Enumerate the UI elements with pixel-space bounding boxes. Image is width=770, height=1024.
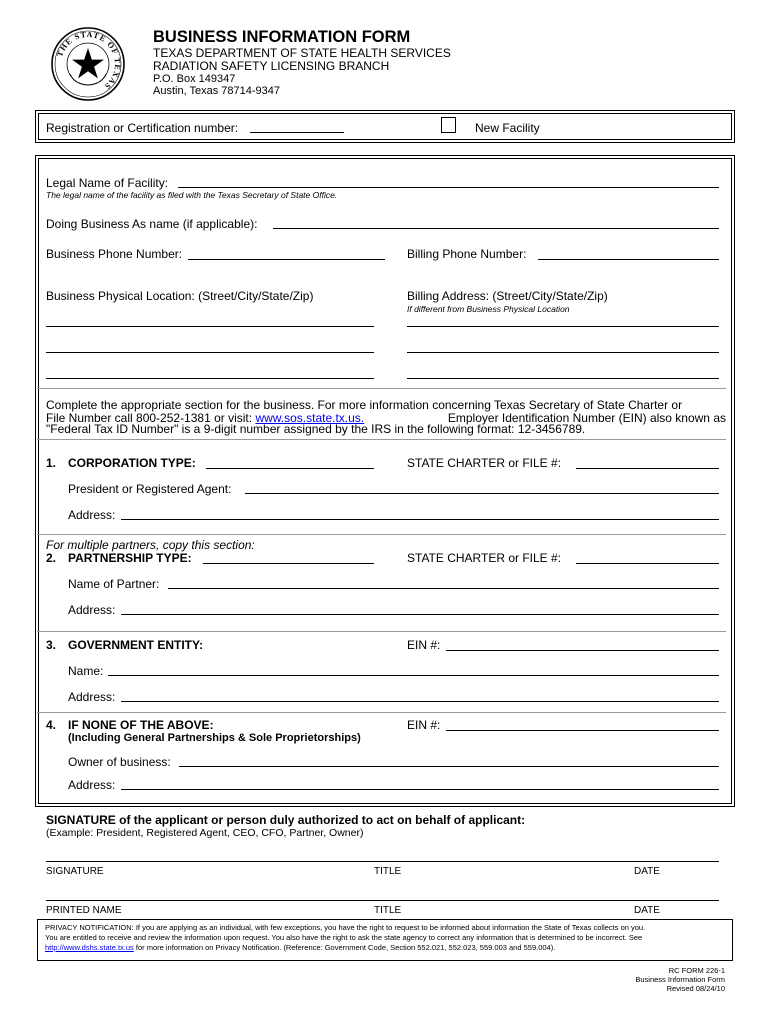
section-2-note: For multiple partners, copy this section:	[46, 538, 255, 552]
section-1-address-label: Address:	[68, 508, 116, 522]
texas-state-seal	[50, 26, 126, 102]
partnership-type-field[interactable]	[203, 563, 374, 564]
billing-phone-label: Billing Phone Number:	[407, 247, 527, 261]
sos-website-link[interactable]: www.sos.state.tx.us.	[255, 411, 365, 425]
section-3-address-label: Address:	[68, 690, 116, 704]
section-3-name-field[interactable]	[108, 675, 719, 676]
registered-agent-label: President or Registered Agent:	[68, 482, 232, 496]
physical-location-line-3[interactable]	[46, 378, 374, 379]
divider	[37, 712, 726, 713]
revised-date: Revised 08/24/10	[666, 984, 725, 993]
divider	[37, 439, 726, 440]
form-name: Business Information Form	[635, 975, 725, 984]
registration-number-field[interactable]	[250, 132, 344, 133]
section-3-ein-label: EIN #:	[407, 638, 441, 652]
signature-heading: SIGNATURE of the applicant or person duly authorized to act on behalf of applicant:	[46, 813, 526, 827]
partner-name-label: Name of Partner:	[68, 577, 160, 591]
divider	[37, 534, 726, 535]
section-4-title: IF NONE OF THE ABOVE:	[68, 718, 214, 732]
department-name: TEXAS DEPARTMENT OF STATE HEALTH SERVICES	[153, 46, 451, 60]
section-1-number: 1.	[46, 456, 57, 470]
legal-name-note: The legal name of the facility as filed with the Texas Secretary of State Office.	[46, 190, 338, 200]
section-1-charter-label: STATE CHARTER or FILE #:	[407, 456, 562, 470]
section-3-address-field[interactable]	[121, 701, 719, 702]
po-box: P.O. Box 149347	[153, 73, 236, 85]
owner-field[interactable]	[179, 766, 719, 767]
privacy-line-1: PRIVACY NOTIFICATION: If you are applying as an individual, with few exceptions, you have the right to request to be informed about information the State of Texas collects on you.	[45, 923, 646, 932]
legal-name-label: Legal Name of Facility:	[46, 176, 169, 190]
section-3-ein-field[interactable]	[446, 650, 719, 651]
section-1-charter-field[interactable]	[576, 468, 719, 469]
seal-ring-text: THE STATE OF TEXAS	[55, 29, 123, 92]
printed-name-line[interactable]	[46, 900, 719, 901]
physical-location-label: Business Physical Location: (Street/City/State/Zip)	[46, 289, 314, 303]
owner-label: Owner of business:	[68, 755, 171, 769]
dba-field[interactable]	[273, 228, 719, 229]
instructions-line-1: Complete the appropriate section for the business. For more information concerning Texas Secretary of State Charter or	[46, 398, 683, 412]
section-1-address-field[interactable]	[121, 519, 719, 520]
section-2-charter-label: STATE CHARTER or FILE #:	[407, 551, 562, 565]
privacy-line-2: You are entitled to receive and review the information upon request. You also have the right to ask the state agency to correct any information that is determined to be incorrect. See	[45, 933, 643, 942]
branch-name: RADIATION SAFETY LICENSING BRANCH	[153, 59, 390, 73]
section-2-charter-field[interactable]	[576, 563, 719, 564]
legal-name-field[interactable]	[178, 187, 719, 188]
signature-title-label: TITLE	[374, 866, 402, 877]
registration-number-label: Registration or Certification number:	[46, 121, 239, 135]
printed-date-label: DATE	[634, 905, 660, 916]
printed-name-label: PRINTED NAME	[46, 905, 122, 916]
form-title: BUSINESS INFORMATION FORM	[153, 28, 411, 46]
privacy-line-3	[45, 943, 555, 953]
section-4-number: 4.	[46, 718, 57, 732]
billing-address-line-2[interactable]	[407, 352, 719, 353]
physical-location-line-1[interactable]	[46, 326, 374, 327]
section-2-address-label: Address:	[68, 603, 116, 617]
lone-star-icon	[72, 48, 104, 78]
section-3-name-label: Name:	[68, 664, 104, 678]
city-address: Austin, Texas 78714-9347	[153, 85, 280, 97]
form-footer	[635, 966, 725, 993]
section-1-title: CORPORATION TYPE:	[68, 456, 196, 470]
section-4-subtitle: (Including General Partnerships & Sole Proprietorships)	[68, 732, 361, 744]
section-3-number: 3.	[46, 638, 57, 652]
instructions-line-2-a: File Number call 800-252-1381 or visit:	[46, 411, 253, 425]
divider	[37, 631, 726, 632]
section-4-ein-field[interactable]	[446, 730, 719, 731]
corporation-type-field[interactable]	[206, 468, 374, 469]
section-2-title: PARTNERSHIP TYPE:	[68, 551, 192, 565]
section-2-number: 2.	[46, 551, 57, 565]
billing-address-label: Billing Address: (Street/City/State/Zip)	[407, 289, 608, 303]
section-2-address-field[interactable]	[121, 614, 719, 615]
signature-date-label: DATE	[634, 866, 660, 877]
new-facility-checkbox[interactable]	[441, 117, 456, 133]
billing-phone-field[interactable]	[538, 259, 719, 260]
billing-address-line-1[interactable]	[407, 326, 719, 327]
signature-label: SIGNATURE	[46, 866, 104, 877]
section-3-title: GOVERNMENT ENTITY:	[68, 638, 204, 652]
billing-address-note: If different from Business Physical Location	[407, 304, 570, 314]
section-4-address-label: Address:	[68, 778, 116, 792]
section-4-ein-label: EIN #:	[407, 718, 441, 732]
signature-line[interactable]	[46, 861, 719, 862]
privacy-line-3-text: for more information on Privacy Notification. (Reference: Government Code, Section 552.021, 552.023, 559.003 and 559.004).	[133, 943, 556, 952]
section-4-address-field[interactable]	[121, 789, 719, 790]
dshs-website-link[interactable]: http://www.dshs.state.tx.us	[45, 943, 134, 952]
billing-address-line-3[interactable]	[407, 378, 719, 379]
business-phone-label: Business Phone Number:	[46, 247, 183, 261]
partner-name-field[interactable]	[168, 588, 719, 589]
business-phone-field[interactable]	[188, 259, 385, 260]
form-number: RC FORM 226-1	[668, 966, 725, 975]
signature-example: (Example: President, Registered Agent, CEO, CFO, Partner, Owner)	[46, 827, 364, 839]
dba-label: Doing Business As name (if applicable):	[46, 217, 258, 231]
physical-location-line-2[interactable]	[46, 352, 374, 353]
printed-title-label: TITLE	[374, 905, 402, 916]
instructions-line-3: "Federal Tax ID Number" is a 9-digit number assigned by the IRS in the following format: 12-3456789.	[46, 422, 586, 436]
instructions-line-2-b: Employer Identification Number (EIN) also known as	[447, 411, 726, 425]
new-facility-label: New Facility	[475, 121, 540, 135]
divider	[37, 388, 726, 389]
registered-agent-field[interactable]	[245, 493, 719, 494]
